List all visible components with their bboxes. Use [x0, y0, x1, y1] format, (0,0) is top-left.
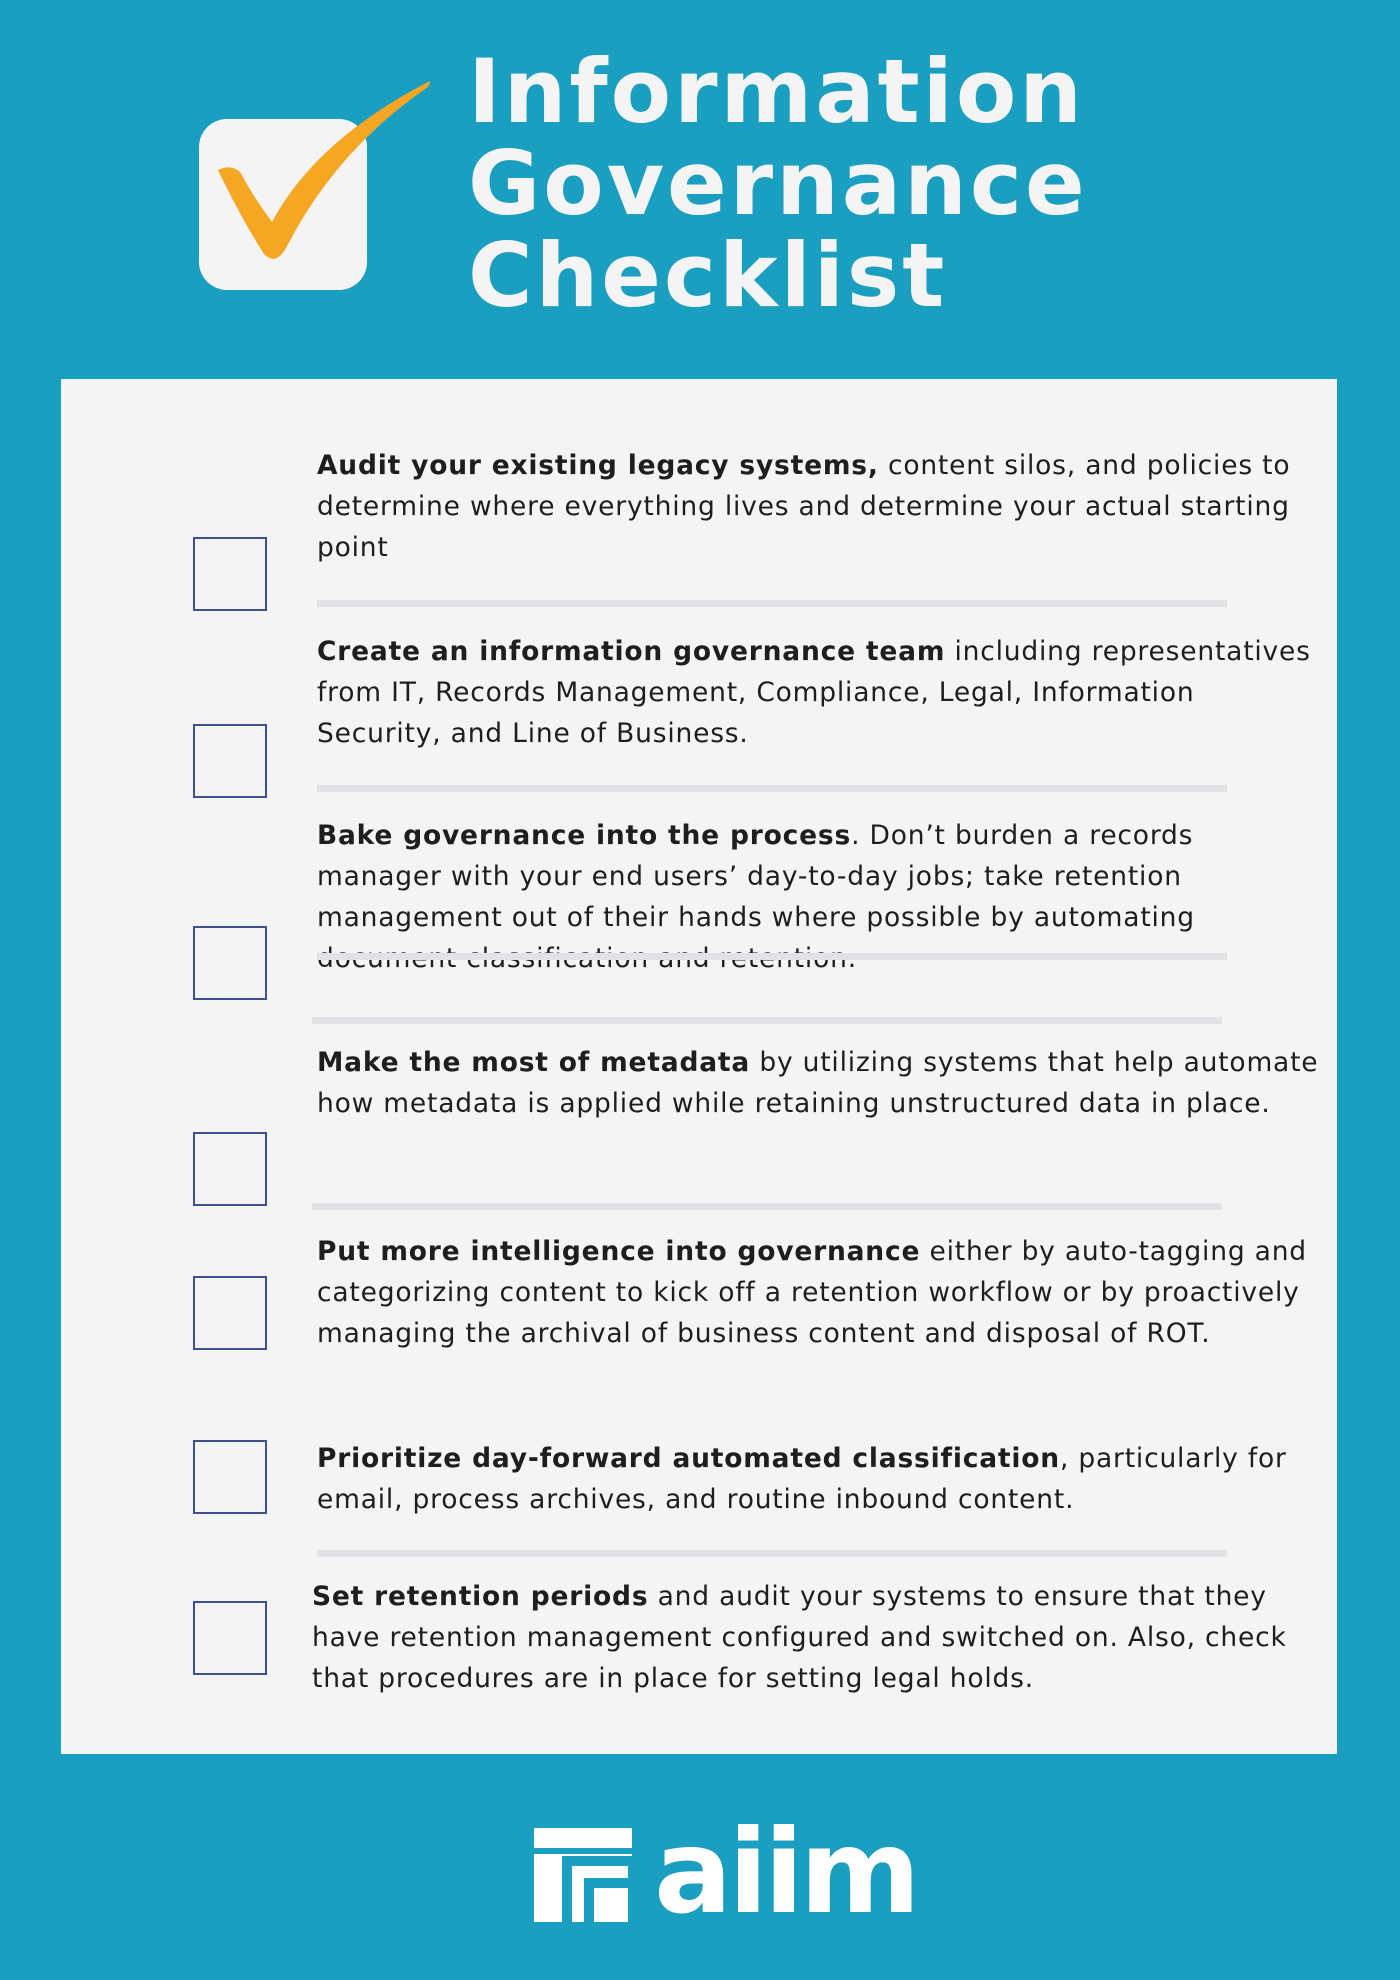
title-line-1: Information — [468, 40, 1085, 143]
checklist-panel — [61, 379, 1337, 1754]
item-heading: Audit your existing legacy systems, — [317, 450, 879, 481]
item-heading: Make the most of metadata — [317, 1047, 751, 1078]
divider — [317, 785, 1227, 792]
checkmark-icon — [196, 70, 436, 300]
checkbox[interactable] — [193, 537, 267, 611]
divider — [312, 1203, 1222, 1210]
header — [0, 0, 1400, 360]
checklist-item-text — [317, 1438, 1322, 1520]
item-description: . Don’t burden a records manager with your end users’ day-to-day jobs; take retention management out of their hands where possible by automating — [317, 820, 1195, 933]
divider — [317, 1550, 1227, 1557]
divider — [312, 1017, 1222, 1024]
checklist-item-text — [317, 445, 1322, 568]
title-line-2: Governance — [468, 132, 1088, 235]
item-description: either by auto-tagging and categorizing content to kick off a retention workflow or by proactively managing the archival of business content and disposal of ROT. — [317, 1236, 1307, 1349]
divider — [317, 953, 1227, 960]
checklist-item-text — [317, 1231, 1322, 1354]
item-heading: Bake governance into the process — [317, 820, 852, 851]
checklist-item-text — [317, 631, 1322, 754]
checkbox[interactable] — [193, 724, 267, 798]
checkbox[interactable] — [193, 1601, 267, 1675]
item-description: including representatives from IT, Records Management, Compliance, Legal, Information Security, and Line of Business. — [317, 636, 1311, 749]
item-heading: Create an information governance team — [317, 636, 946, 667]
checkbox[interactable] — [193, 1440, 267, 1514]
item-heading: Set retention periods — [312, 1581, 649, 1612]
item-description: and audit your systems to ensure that they have retention management configured and switched on. Also, check that procedures are in place for setting legal holds. — [312, 1581, 1287, 1694]
item-description: content silos, and policies to determine where everything lives and determine your actual starting point — [317, 450, 1291, 563]
title-line-3: Checklist — [468, 224, 948, 327]
checklist-item-text — [317, 1042, 1322, 1124]
checklist-item-text — [312, 1576, 1327, 1699]
checkbox[interactable] — [193, 1132, 267, 1206]
brand-wordmark: aiim — [654, 1805, 917, 1940]
item-heading: Put more intelligence into governance — [317, 1236, 921, 1267]
item-description: by utilizing systems that help automate how metadata is applied while retaining unstructured data in place. — [317, 1047, 1319, 1119]
item-description: , particularly for email, process archives, and routine inbound content. — [317, 1443, 1287, 1515]
item-heading: Prioritize day-forward automated classification — [317, 1443, 1060, 1474]
checkbox[interactable] — [193, 1276, 267, 1350]
checkbox[interactable] — [193, 926, 267, 1000]
page-title — [468, 40, 1088, 327]
divider — [317, 600, 1227, 607]
